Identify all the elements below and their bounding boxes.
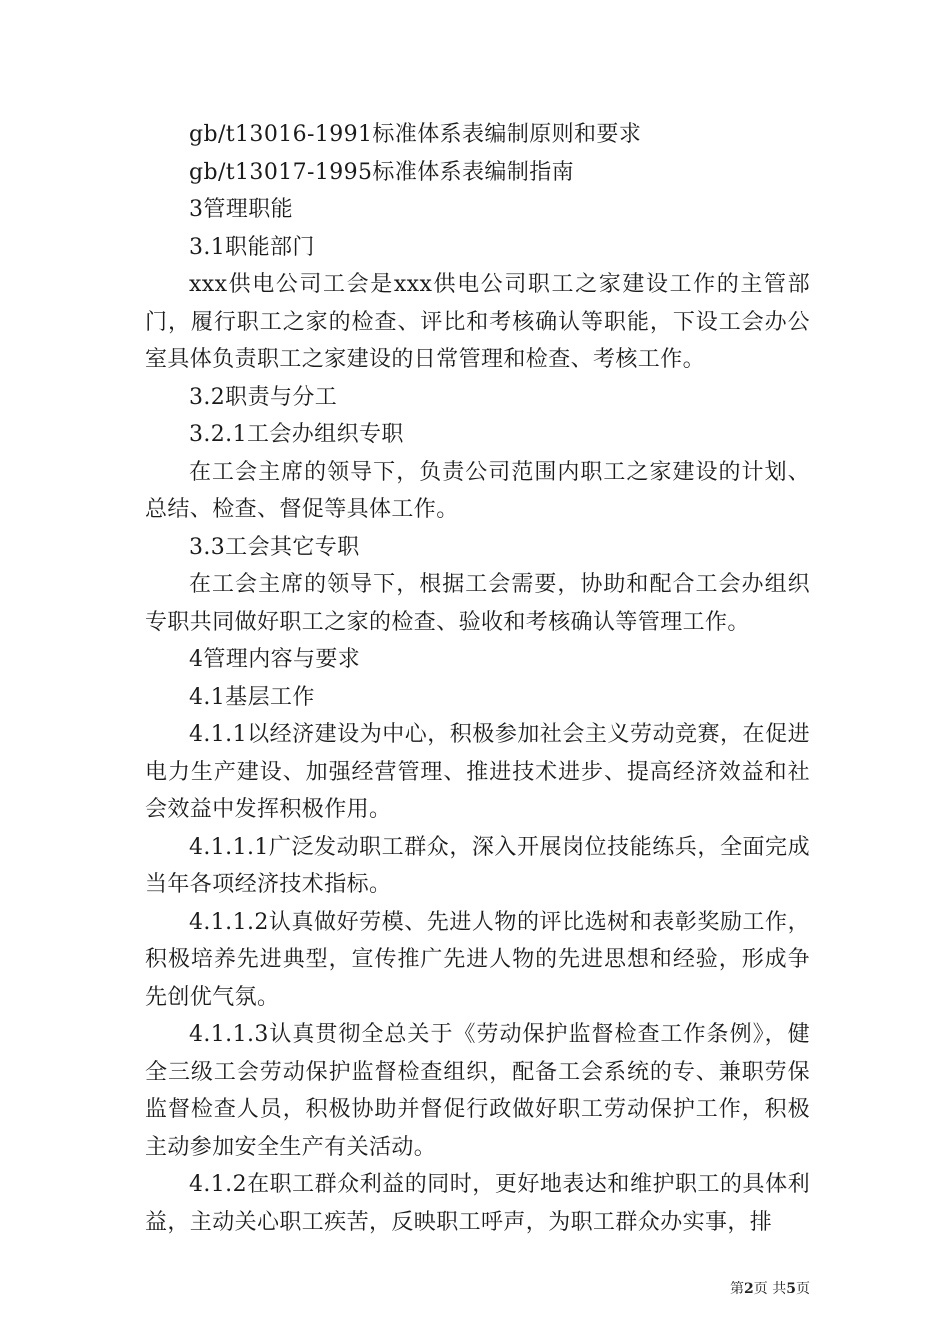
paragraph: 4.1.1.2认真做好劳模、先进人物的评比选树和表彰奖励工作，积极培养先进典型，宣传推广先进人物的先进思想和经验，形成争先创优气氛。 — [145, 909, 810, 1010]
paragraph: gb/t13017-1995标准体系表编制指南 — [189, 159, 575, 185]
document-body — [145, 116, 810, 1241]
section-heading: 4管理内容与要求 — [189, 647, 361, 672]
page-footer — [0, 1278, 810, 1298]
section-heading: 3.1职能部门 — [189, 234, 315, 260]
section-heading: 3.3工会其它专职 — [189, 534, 360, 560]
total-pages-number: 5 — [786, 1281, 796, 1297]
section-heading: 3.2职责与分工 — [189, 384, 338, 410]
paragraph: 在工会主席的领导下，根据工会需要，协助和配合工会办组织专职共同做好职工之家的检查、验收和考核确认等管理工作。 — [145, 572, 810, 635]
paragraph: 在工会主席的领导下，负责公司范围内职工之家建设的计划、总结、检查、督促等具体工作。 — [145, 459, 810, 522]
paragraph: gb/t13016-1991标准体系表编制原则和要求 — [189, 122, 642, 147]
paragraph: xxx供电公司工会是xxx供电公司职工之家建设工作的主管部门，履行职工之家的检查、评比和考核确认等职能，下设工会办公室具体负责职工之家建设的日常管理和检查、考核工作。 — [145, 272, 810, 372]
paragraph: 4.1.1.1广泛发动职工群众，深入开展岗位技能练兵，全面完成当年各项经济技术指标。 — [145, 834, 810, 897]
footer-suffix: 页 — [796, 1281, 810, 1297]
footer-middle: 页 共 — [753, 1281, 787, 1297]
paragraph: 4.1.1.3认真贯彻全总关于《劳动保护监督检查工作条例》，健全三级工会劳动保护监督检查组织，配备工会系统的专、兼职劳保监督检查人员，积极协助并督促行政做好职工劳动保护工作，积极主动参加安全生产有关活动。 — [145, 1022, 810, 1160]
paragraph: 4.1.2在职工群众利益的同时，更好地表达和维护职工的具体利益，主动关心职工疾苦，反映职工呼声，为职工群众办实事，排 — [145, 1172, 810, 1235]
section-heading: 3管理职能 — [189, 197, 293, 222]
section-heading: 3.2.1工会办组织专职 — [189, 422, 404, 447]
paragraph: 4.1.1以经济建设为中心，积极参加社会主义劳动竞赛，在促进电力生产建设、加强经营管理、推进技术进步、提高经济效益和社会效益中发挥积极作用。 — [145, 722, 810, 822]
current-page-number: 2 — [744, 1281, 754, 1297]
section-heading: 4.1基层工作 — [189, 684, 315, 710]
footer-prefix: 第 — [730, 1281, 745, 1297]
